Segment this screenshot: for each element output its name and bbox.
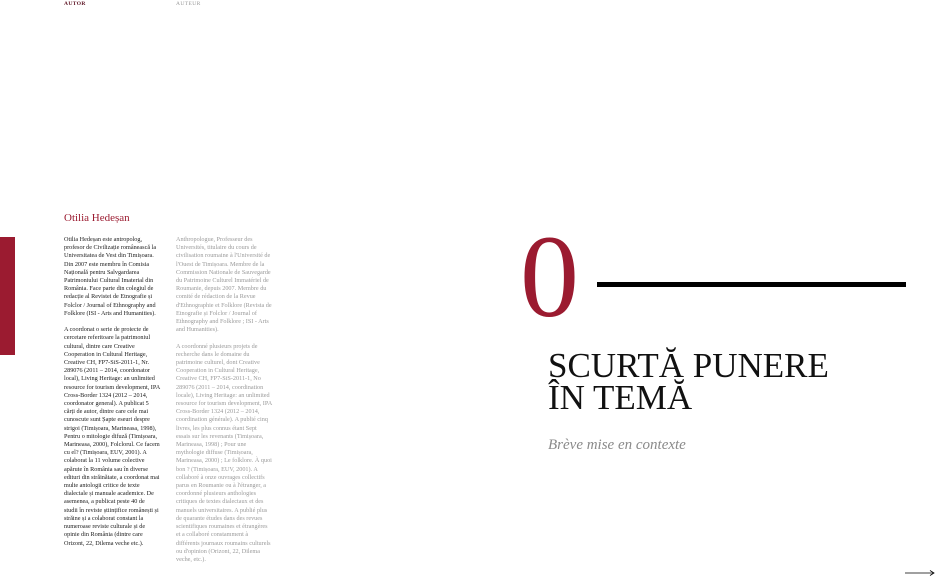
header-label-fr: AUTEUR xyxy=(176,1,201,7)
chapter-title xyxy=(548,346,829,417)
chapter-number: 0 xyxy=(520,211,579,342)
bio-ro-paragraph-2: A coordonat o serie de proiecte de cercetare referitoare la patrimoniul cultural, dintre care Creative Cooperation in Cultural Heritage, Creative CH, FP7-SiS-2011-1, Nr. 289076 (2011 – 2014, coordonator local), Living Heritage: an unlimited resource for tourism development, IPA Cross-Border 1324 (2012 – 2014, coordonator general). A publicat 5 cărți de autor, dintre care cele mai cunoscute sunt Șapte eseuri despre strigoi (Timișoara, Marineasa, 1998), Pentru o mitologie difuză (Timișoara, Marineasa, 2000), Folclorul. Ce facem cu el? (Timișoara, EUV, 2001). A colaborat la 11 volume colective apărute în România sau în diverse edituri din străinătate, a coordonat mai multe antologii critice de texte dialectale și manuale academice. De asemenea, a publicat peste 40 de studii în reviste științifice românești și străine și a colaborat constant la numeroase reviste culturale și de opinie din România (dintre care Orizont, 22, Dilema veche etc.). xyxy=(64,326,160,547)
bio-fr-paragraph-1: Anthropologue, Professeur des Universités, titulaire du cours de civilisation roumaine à l'Université de l'Ouest de Timișoara. Membre de la Commission Nationale de Sauvegarde du Patrimoine Culturel Immatériel de Roumanie, depuis 2007. Membre du comité de rédaction de la Revue d'Ethnographie et Folklore (Revista de Etnografie și Folclor / Journal of Ethnography and Folklore ; ISI - Arts and Humanities). xyxy=(176,236,272,334)
accent-bar xyxy=(0,237,15,355)
bio-fr-paragraph-2: A coordonné plusieurs projets de recherche dans le domaine du patrimoine culturel, dont Creative Cooperation in Cultural Heritage, Creative CH, FP7-SiS-2011-1, No 289076 (2011 – 2014, coordination locale), Living Heritage: an unlimited resource for tourism development, IPA Cross-Border 1324 (2012 – 2014, coordination générale). A publié cinq livres, les plus connus étant Sept essais sur les revenants (Timișoara, Marineasa, 1998) ; Pour une mythologie diffuse (Timișoara, Marineasa, 2000) ; Le folklore. À quoi bon ? (Timișoara, EUV, 2001). A collaboré à onze ouvrages collectifs parus en Roumanie ou à l'étranger, a coordonné plusieurs anthologies critiques de textes dialectaux et des manuels universitaires. A publié plus de quarante études dans des revues scientifiques roumaines et étrangères et a collaboré constamment à différents journaux roumains culturels ou d'opinion (Orizont, 22, Dilema veche, etc.). xyxy=(176,342,272,563)
bio-romanian xyxy=(64,236,160,556)
chapter-subtitle: Brève mise en contexte xyxy=(548,437,686,453)
header-label-ro: AUTOR xyxy=(64,1,86,7)
bio-ro-paragraph-1: Otilia Hedeșan este antropolog, profesor de Civilizație românească la Universitatea de Vest din Timișoara. Din 2007 este membru în Comisia Națională pentru Salvgardarea Patrimoniului Cultural Imaterial din România. Face parte din colegiul de redacție al Revistei de Etnografie și Folclor / Journal of Ethnography and Folklore (ISI - Arts and Humanities). xyxy=(64,236,157,317)
bio-french xyxy=(176,236,272,572)
chapter-title-line-2: ÎN TEMĂ xyxy=(548,378,693,417)
chapter-rule xyxy=(597,282,906,287)
author-name: Otilia Hedeșan xyxy=(64,212,130,224)
arrow-right-icon[interactable] xyxy=(905,570,935,576)
chapter-title-line-1: SCURTĂ PUNERE xyxy=(548,346,829,385)
